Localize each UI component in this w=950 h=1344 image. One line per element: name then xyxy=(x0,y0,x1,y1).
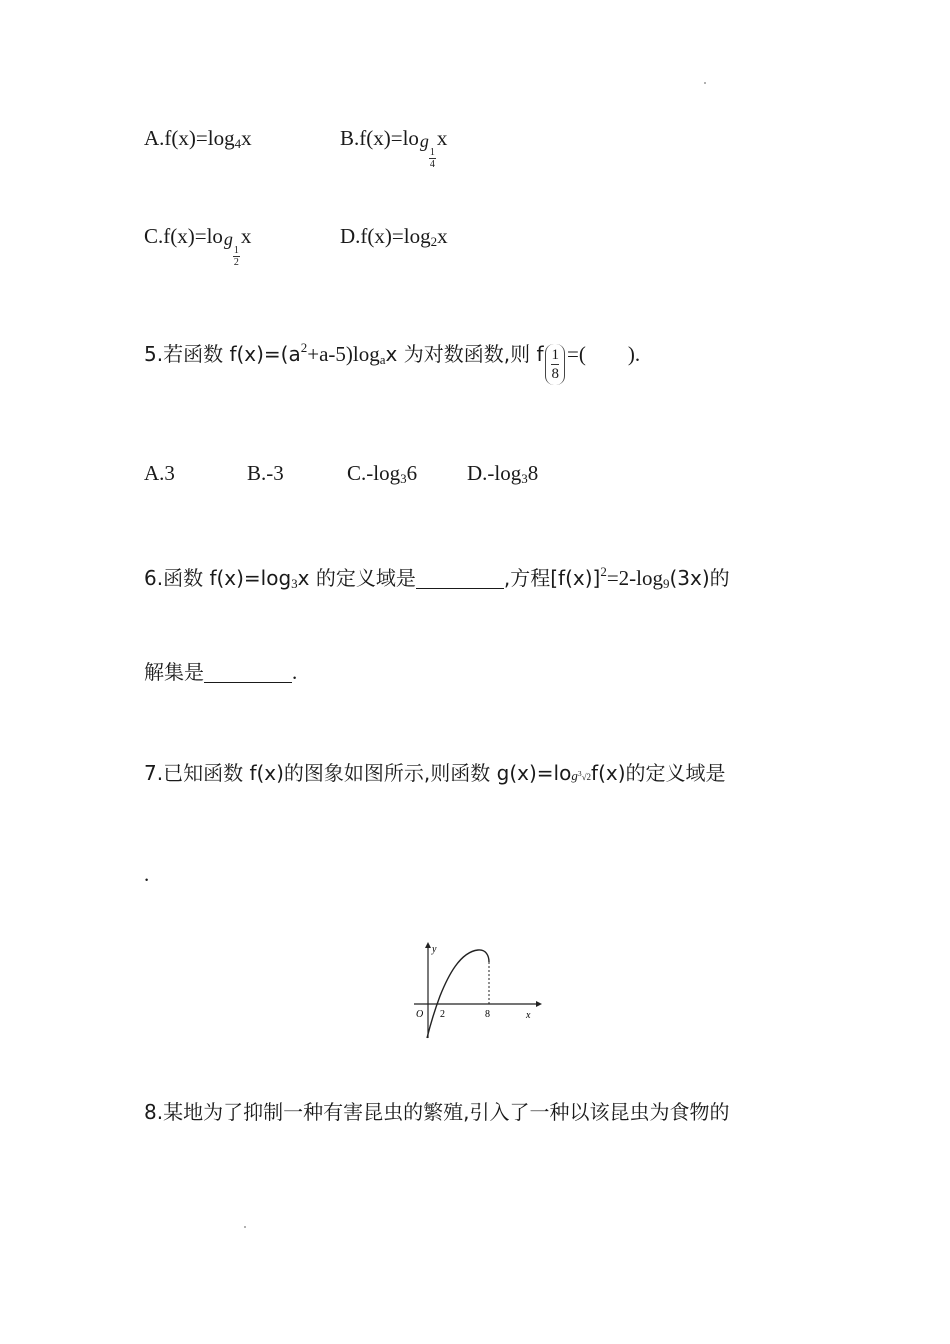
q6-blank-1[interactable] xyxy=(416,566,504,589)
function-curve xyxy=(427,950,489,1038)
q5-fraction xyxy=(545,344,565,385)
q5-sub: a xyxy=(379,352,386,367)
q7-part2: f(x)的定义域是 xyxy=(591,761,726,785)
q4-option-c-text: C.f(x)=lo xyxy=(144,224,223,248)
y-axis-label: y xyxy=(432,944,437,955)
q5-part2: +a-5)log xyxy=(307,342,380,366)
q5-option-d-end: 8 xyxy=(527,461,539,485)
q7-part1: 7.已知函数 f(x)的图象如图所示,则函数 g(x)=lo xyxy=(144,761,572,785)
q6-blank-2[interactable] xyxy=(204,660,292,683)
q4-option-a xyxy=(144,124,252,158)
q6-part4: =2-log xyxy=(606,566,663,590)
q5-option-b: B.-3 xyxy=(247,461,284,485)
q8-stem xyxy=(144,1098,729,1126)
q6-sub2: 9 xyxy=(663,576,670,591)
q4-option-c xyxy=(144,222,252,268)
q5-stem xyxy=(144,334,641,382)
q7-base-g: g xyxy=(571,768,578,783)
q6-sup: 2 xyxy=(600,564,607,579)
q7-line-2 xyxy=(144,860,149,888)
q6-line-2 xyxy=(144,658,297,686)
q4-option-a-text: A.f(x)=log xyxy=(144,126,235,150)
q4-option-c-num: 1 xyxy=(233,245,239,256)
q7-line2-text: . xyxy=(144,862,150,886)
q4-option-d-sub: 2 xyxy=(430,234,438,249)
q5-option-a: A.3 xyxy=(144,461,175,485)
q5-option-d-text: D.-log xyxy=(467,461,522,485)
q4-option-c-g: g xyxy=(223,229,233,249)
q5-part1: 5.若函数 f(x)=(a xyxy=(144,342,301,366)
x-axis-arrow xyxy=(536,1001,542,1007)
q5-part3: x 为对数函数,则 f xyxy=(385,342,544,366)
q5-sup: 2 xyxy=(300,340,308,355)
function-graph xyxy=(408,938,542,1042)
q5-option-c-text: C.-log xyxy=(347,461,401,485)
q6-part2: x 的定义域是 xyxy=(297,566,416,590)
q4-option-a-sub: 4 xyxy=(234,136,242,151)
q7-log-base xyxy=(571,768,591,783)
q5-part4: =( ). xyxy=(566,342,641,366)
q4-option-b-end: x xyxy=(436,126,448,150)
q5-option-c xyxy=(347,459,417,493)
q7-root-radicand: √2 xyxy=(581,772,592,782)
q4-option-c-den: 2 xyxy=(233,257,239,268)
speck-bottom xyxy=(244,1226,246,1228)
tick-label-2: 2 xyxy=(440,1009,445,1020)
q5-option-c-end: 6 xyxy=(406,461,418,485)
q6-line2-end: . xyxy=(292,660,298,684)
q7-stem xyxy=(144,759,726,791)
q4-option-b-log-base xyxy=(419,127,437,170)
q4-option-b-g: g xyxy=(419,131,429,151)
q6-sub1: 3 xyxy=(291,576,298,591)
q6-part5: (3x)的 xyxy=(669,566,730,590)
q5-option-d-sub: 3 xyxy=(521,471,528,486)
origin-label: O xyxy=(416,1009,424,1020)
q4-option-a-end: x xyxy=(241,126,252,150)
q6-part3: ,方程[f(x)] xyxy=(503,566,601,590)
q4-option-d-end: x xyxy=(437,224,448,248)
q6-line2-text: 解集是 xyxy=(144,660,204,684)
tick-label-8: 8 xyxy=(485,1009,490,1020)
q4-option-d xyxy=(340,222,448,256)
q5-frac-num: 1 xyxy=(551,346,559,363)
q4-option-b-text: B.f(x)=lo xyxy=(340,126,419,150)
q6-stem xyxy=(144,558,730,598)
q8-text: 8.某地为了抑制一种有害昆虫的繁殖,引入了一种以该昆虫为食物的 xyxy=(144,1100,730,1124)
q4-option-c-end: x xyxy=(240,224,252,248)
q5-option-d xyxy=(467,459,538,493)
q4-option-b xyxy=(340,124,448,170)
q4-option-c-log-base xyxy=(223,225,241,268)
q7-root-index: 3 xyxy=(577,769,582,778)
q5-frac-den: 8 xyxy=(551,365,559,382)
x-axis-label: x xyxy=(526,1010,531,1021)
q4-option-b-num: 1 xyxy=(429,147,435,158)
q6-part1: 6.函数 f(x)=log xyxy=(144,566,292,590)
speck-top xyxy=(704,82,706,84)
q5-option-c-sub: 3 xyxy=(400,471,407,486)
q4-option-d-text: D.f(x)=log xyxy=(340,224,431,248)
y-axis-arrow xyxy=(425,942,431,948)
q4-option-b-den: 4 xyxy=(429,159,435,170)
